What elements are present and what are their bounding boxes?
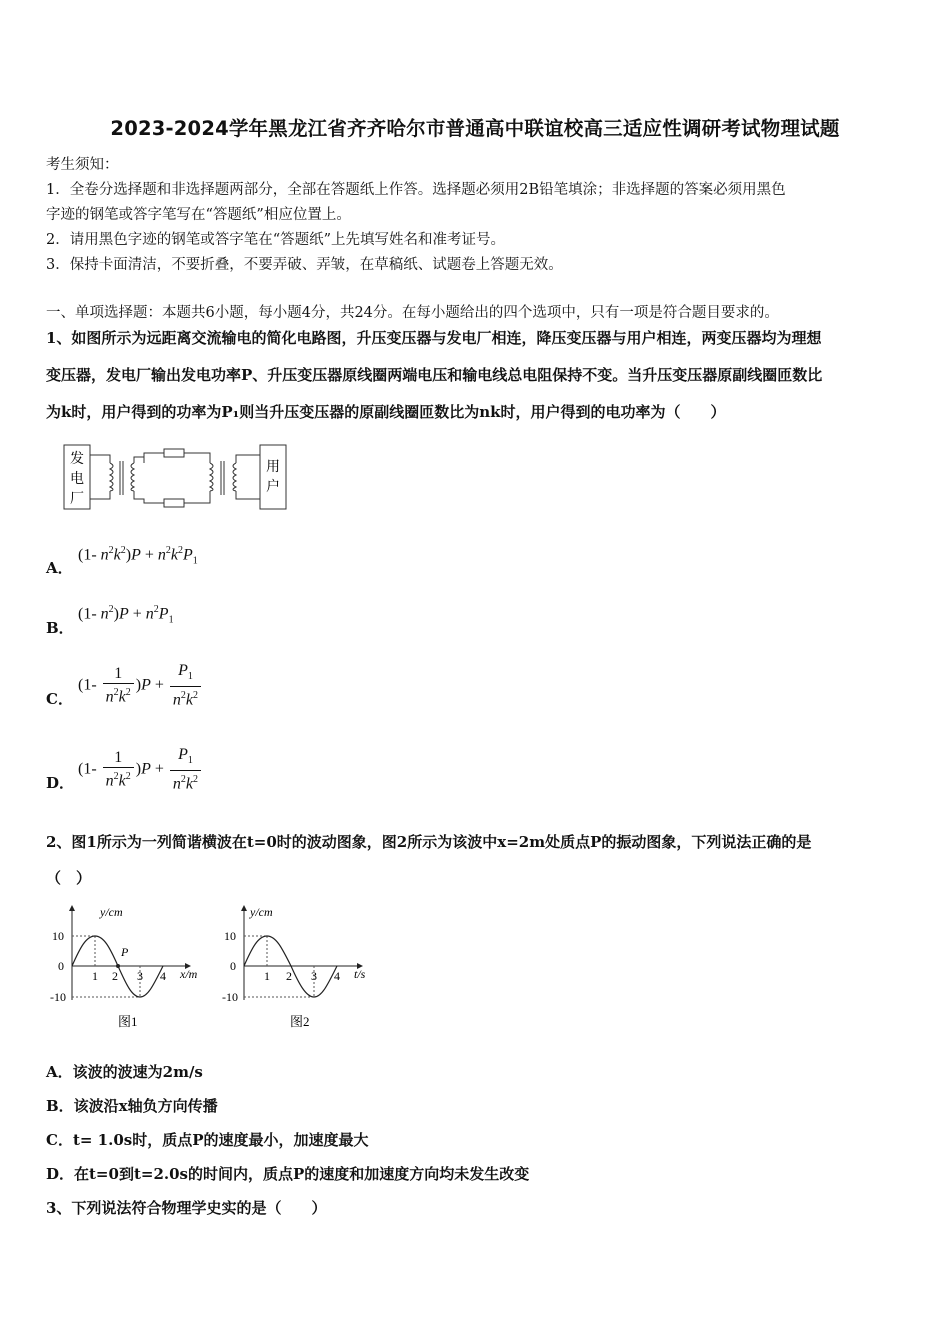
transmission-wire-top: [184, 453, 210, 463]
q2-option-d: D．在t=0到t=2.0s的时间内，质点P的速度和加速度方向均未发生改变: [46, 1165, 530, 1183]
y-tick-0: 0: [230, 959, 236, 973]
transmission-wire-bottom: [134, 491, 164, 503]
fraction: $\frac{1}{n^2k^2}$: [103, 749, 134, 790]
line-resistor-top: [164, 449, 184, 457]
y-tick-10: 10: [224, 929, 236, 943]
q1-option-d-label: D．: [46, 774, 75, 792]
q1-line-3: 为k时，用户得到的功率为P₁则当升压变压器的原副线圈匝数比为nk时，用户得到的电功率为（ ）: [46, 403, 726, 421]
figure-1-caption: 图1: [118, 1014, 138, 1029]
section-heading: 一、单项选择题：本题共6小题，每小题4分，共24分。在每小题给出的四个选项中，只有一项是符合题目要求的。: [46, 305, 779, 321]
notice-line-1b: 字迹的钢笔或答字笔写在“答题纸”相应位置上。: [46, 207, 351, 223]
y-tick-0: 0: [58, 959, 64, 973]
y-axis-label: y/cm: [250, 905, 273, 919]
q1-line-2: 变压器，发电厂输出发电功率P、升压变压器原线圈两端电压和输电线总电阻保持不变。当升压变压器原副线圈匝数比: [46, 366, 823, 384]
x-tick-4: 4: [160, 969, 166, 983]
power-plant-char-1: 发: [70, 452, 84, 467]
transmission-wire-bottom: [184, 491, 210, 503]
q1-option-a-formula: (1- $n^2k^2)P + n^2k^2P_1$: [78, 545, 198, 567]
figure-2-caption: 图2: [290, 1014, 310, 1029]
point-p-label: P: [121, 945, 129, 959]
notice-line-3: 3．保持卡面清洁，不要折叠，不要弄破、弄皱，在草稿纸、试题卷上答题无效。: [46, 257, 563, 273]
line-resistor-bottom: [164, 499, 184, 507]
step-up-primary-coil: [110, 463, 113, 491]
q2-figure-2-vibration-graph: [212, 900, 382, 1035]
q3-line-1: 3、下列说法符合物理学史实的是（ ）: [46, 1199, 327, 1217]
x-axis-label: t/s: [354, 967, 366, 981]
t-tick-3: 3: [311, 969, 317, 983]
x-tick-2: 2: [112, 969, 118, 983]
notice-line-2: 2．请用黑色字迹的钢笔或答字笔在“答题纸”上先填写姓名和准考证号。: [46, 232, 506, 248]
t-tick-2: 2: [286, 969, 292, 983]
user-char-2: 户: [266, 480, 280, 495]
q2-option-a: A．该波的波速为2m/s: [46, 1063, 203, 1081]
q2-figure-1-wave-graph: [40, 900, 210, 1035]
step-down-secondary-coil: [233, 463, 236, 491]
notice-line-1a: 1．全卷分选择题和非选择题两部分，全部在答题纸上作答。选择题必须用2B铅笔填涂；非选择题的答案必须用黑色: [46, 182, 786, 198]
transmission-wire-top: [144, 453, 164, 457]
y-tick-neg10: -10: [50, 990, 66, 1004]
q1-line-1: 1、如图所示为远距离交流输电的简化电路图，升压变压器与发电厂相连，降压变压器与用户相连，两变压器均为理想: [46, 329, 822, 347]
y-tick-neg10: -10: [222, 990, 238, 1004]
q1-option-d-formula: (1- $\frac{1}{n^2k^2}$ )P + $\frac{P_1}{n^2k^2}$: [78, 746, 203, 794]
step-up-secondary-coil: [131, 463, 134, 491]
q1-option-b-formula: (1- $n^2)P + n^2P_1$: [78, 604, 174, 626]
fraction: $\frac{1}{n^2k^2}$: [103, 665, 134, 706]
x-axis-label: x/m: [180, 967, 198, 981]
user-char-1: 用: [266, 460, 280, 475]
y-tick-10: 10: [52, 929, 64, 943]
point-p-marker: [116, 964, 120, 968]
q2-line-1: 2、图1所示为一列简谐横波在t=0时的波动图象，图2所示为该波中x=2m处质点P的振动图象，下列说法正确的是: [46, 833, 812, 851]
wire: [90, 491, 110, 499]
t-tick-1: 1: [264, 969, 270, 983]
power-plant-char-3: 厂: [70, 492, 84, 507]
q2-option-b: B．该波沿x轴负方向传播: [46, 1097, 218, 1115]
step-down-primary-coil: [210, 463, 213, 491]
t-tick-4: 4: [334, 969, 340, 983]
user-box: [260, 445, 286, 509]
fraction: $\frac{P_1}{n^2k^2}$: [170, 662, 201, 710]
q1-circuit-figure: [60, 443, 292, 513]
x-tick-3: 3: [137, 969, 143, 983]
wire: [90, 455, 110, 463]
page-title: 2023-2024学年黑龙江省齐齐哈尔市普通高中联谊校高三适应性调研考试物理试题: [110, 117, 840, 140]
q1-option-c-label: C．: [46, 690, 73, 708]
q1-option-a-label: A．: [46, 559, 73, 577]
q2-option-c: C．t= 1.0s时，质点P的速度最小，加速度最大: [46, 1131, 369, 1149]
q2-line-2: （ ）: [46, 869, 92, 887]
power-plant-char-2: 电: [70, 472, 84, 487]
q1-option-b-label: B．: [46, 619, 74, 637]
y-axis-label: y/cm: [100, 905, 123, 919]
q1-option-c-formula: (1- $\frac{1}{n^2k^2}$ )P + $\frac{P_1}{n^2k^2}$: [78, 662, 203, 710]
fraction: $\frac{P_1}{n^2k^2}$: [170, 746, 201, 794]
x-tick-1: 1: [92, 969, 98, 983]
notice-heading: 考生须知：: [46, 157, 119, 173]
